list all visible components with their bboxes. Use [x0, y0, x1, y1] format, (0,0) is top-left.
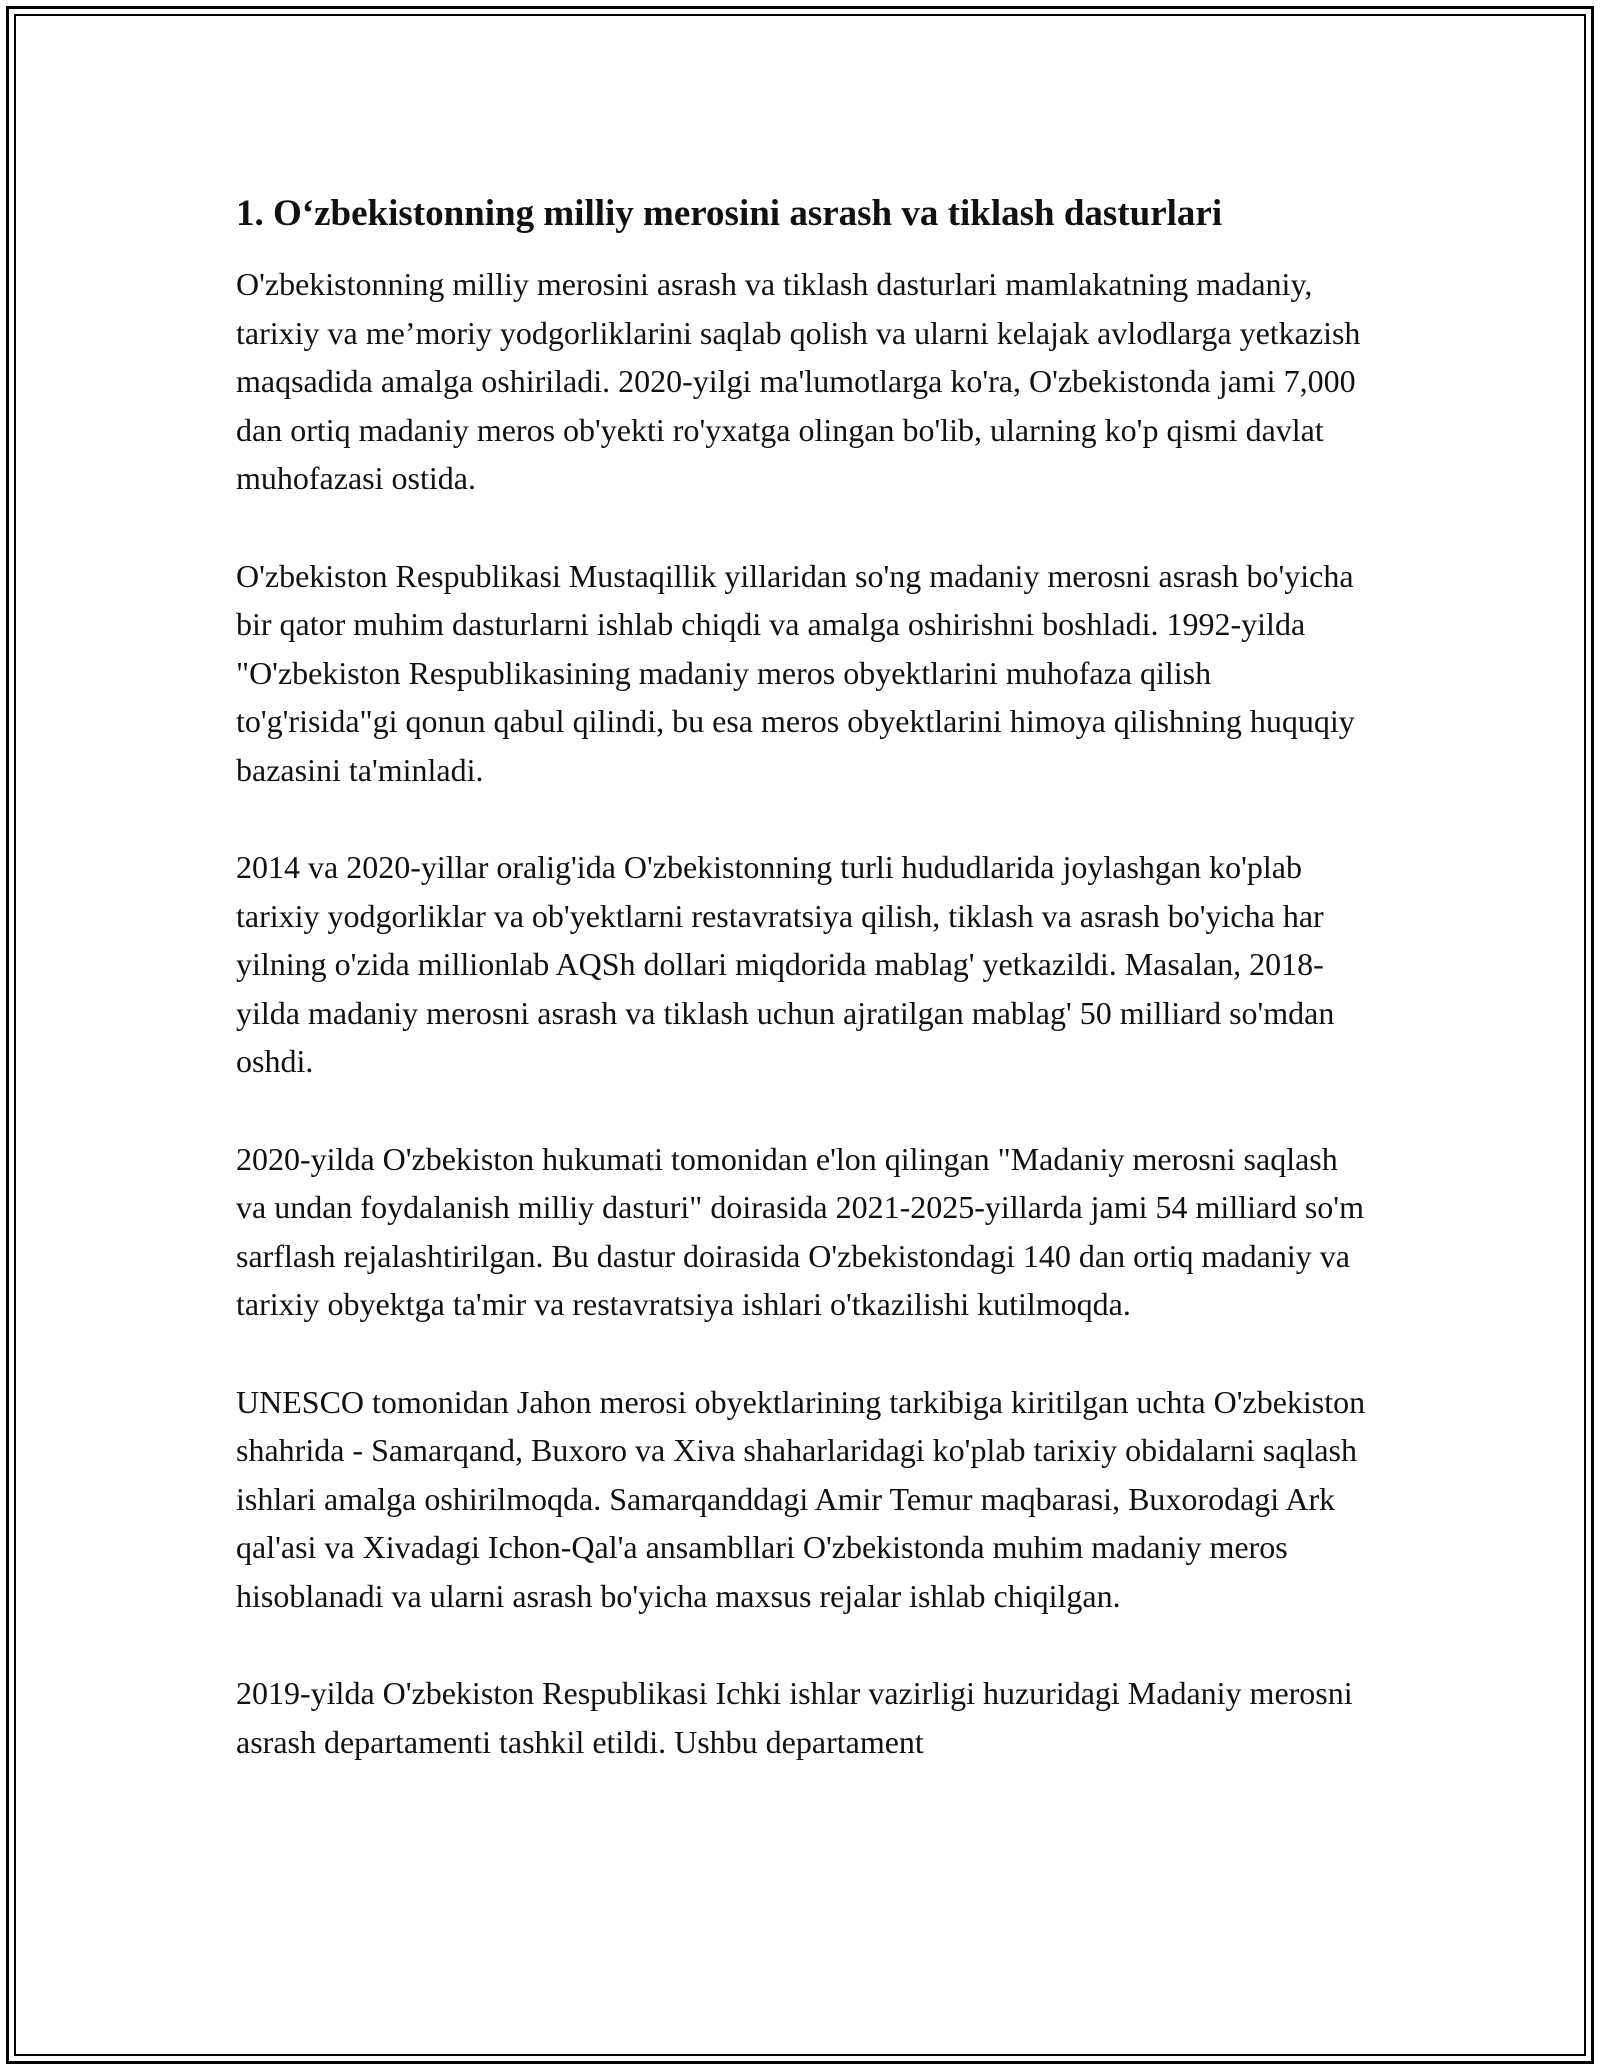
- paragraph-funding-2014-2020: 2014 va 2020-yillar oralig'ida O'zbekistonning turli hududlarida joylashgan ko'plab tarixiy yodgorliklar va ob'yektlarni restavratsiya qilish, tiklash va asrash bo'yicha har yilning o'zida millionlab AQSh dollari miqdorida mablag' yetkazildi. Masalan, 2018-yilda madaniy merosni asrash va tiklash uchun ajratilgan mablag' 50 milliard so'mdan oshdi.: [236, 849, 1335, 1079]
- section-heading: 1. O‘zbekistonning milliy merosini asrash va tiklash dasturlari: [236, 193, 1223, 234]
- paragraph-intro: O'zbekistonning milliy merosini asrash va tiklash dasturlari mamlakatning madaniy, tarixiy va me’moriy yodgorliklarini saqlab qolish va ularni kelajak avlodlarga yetkazish maqsadida amalga oshiriladi. 2020-yilgi ma'lumotlarga ko'ra, O'zbekistonda jami 7,000 dan ortiq madaniy meros ob'yekti ro'yxatga olingan bo'lib, ularning ko'p qismi davlat muhofazasi ostida.: [236, 266, 1361, 496]
- paragraph-independence-law: O'zbekiston Respublikasi Mustaqillik yillaridan so'ng madaniy merosni asrash bo'yicha bir qator muhim dasturlarni ishlab chiqdi va amalga oshirishni boshladi. 1992-yilda "O'zbekiston Respublikasining madaniy meros obyektlarini muhofaza qilish to'g'risida"gi qonun qabul qilindi, bu esa meros obyektlarini himoya qilishning huquqiy bazasini ta'minladi.: [236, 557, 1355, 788]
- document-body: [236, 186, 1366, 1815]
- paragraph-unesco-cities: UNESCO tomonidan Jahon merosi obyektlarining tarkibiga kiritilgan uchta O'zbekiston shahrida - Samarqand, Buxoro va Xiva shaharlaridagi ko'plab tarixiy obidalarni saqlash ishlari amalga oshirilmoqda. Samarqanddagi Amir Temur maqbarasi, Buxorodagi Ark qal'asi va Xivadagi Ichon-Qal'a ansambllari O'zbekistonda muhim madaniy meros hisoblanadi va ularni asrash bo'yicha maxsus rejalar ishlab chiqilgan.: [236, 1383, 1366, 1614]
- paragraph-national-program: 2020-yilda O'zbekiston hukumati tomonidan e'lon qilingan "Madaniy merosni saqlash va undan foydalanish milliy dasturi" doirasida 2021-2025-yillarda jami 54 milliard so'm sarflash rejalashtirilgan. Bu dastur doirasida O'zbekistondagi 140 dan ortiq madaniy va tarixiy obyektga ta'mir va restavratsiya ishlari o'tkazilishi kutilmoqda.: [236, 1140, 1364, 1322]
- paragraph-department: 2019-yilda O'zbekiston Respublikasi Ichki ishlar vazirligi huzuridagi Madaniy merosni asrash departamenti tashkil etildi. Ushbu departament: [236, 1675, 1353, 1760]
